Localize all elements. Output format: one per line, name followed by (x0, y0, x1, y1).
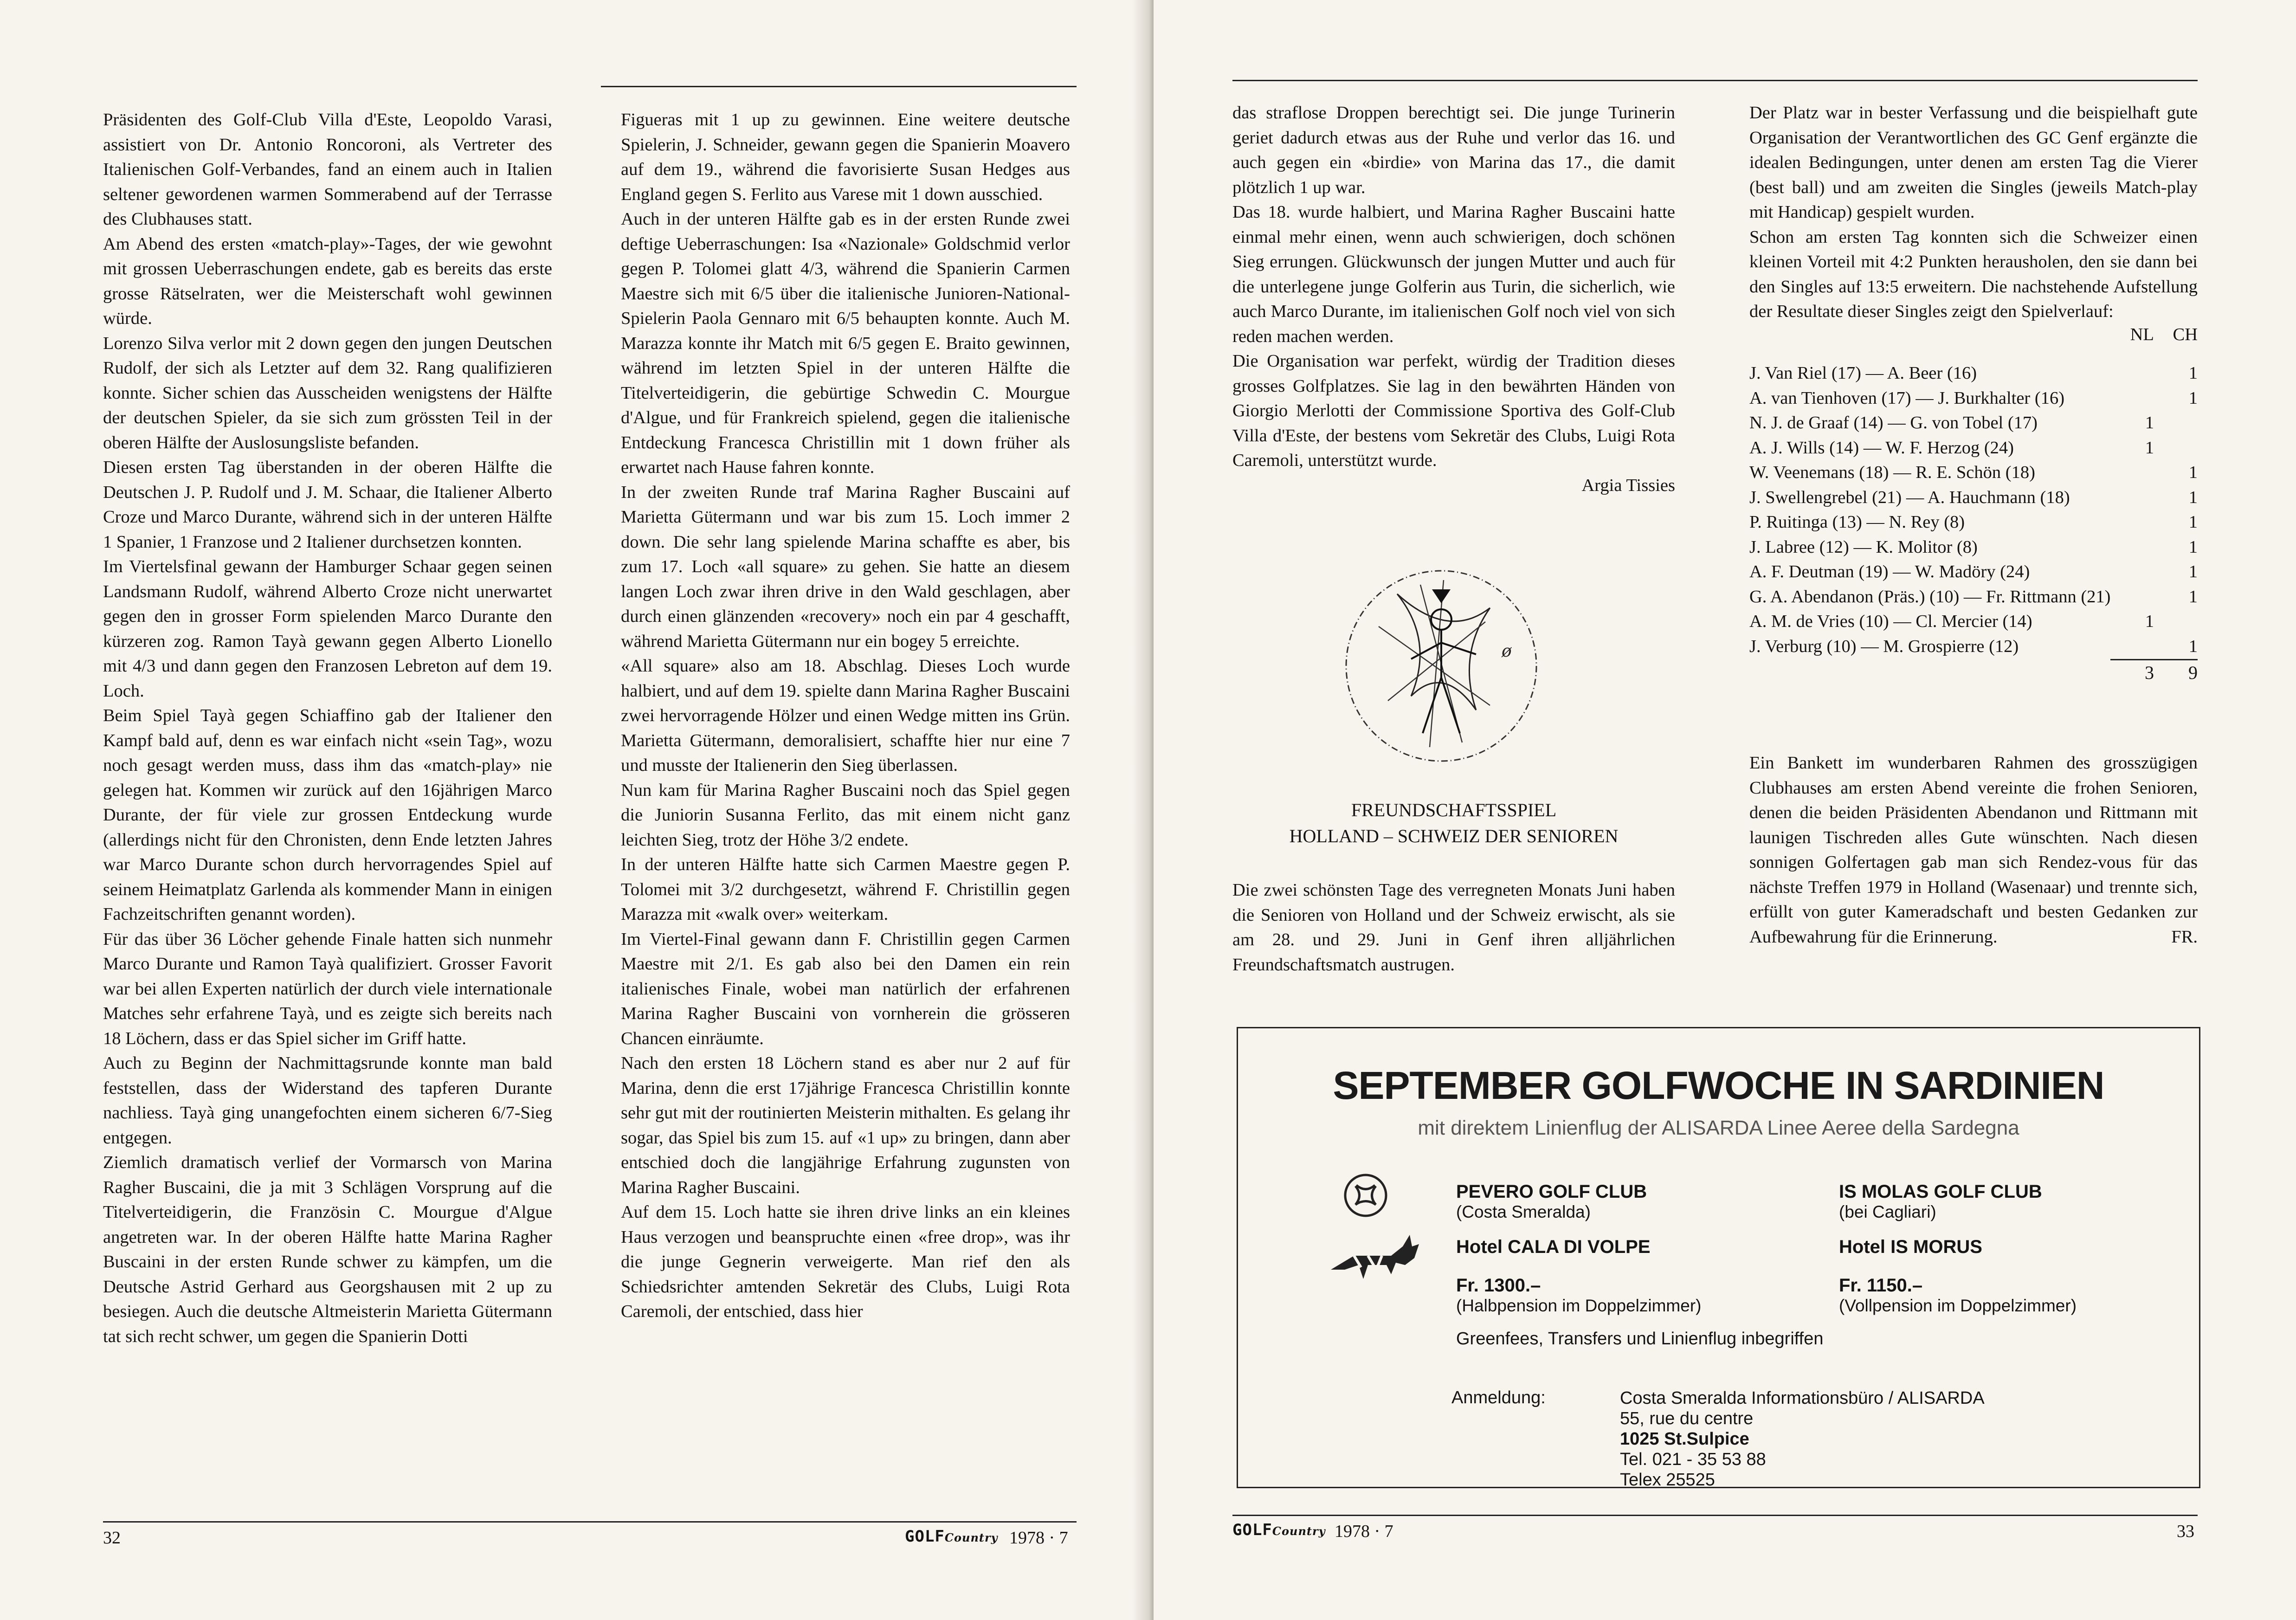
table-row (1749, 436, 2198, 461)
ch-cell: 1 (2188, 537, 2198, 557)
left-column-2 (621, 108, 1070, 1324)
pevero-club-emblem-icon (1342, 1172, 1389, 1219)
paragraph: Im Viertel-Final gewann dann F. Christillin gegen Carmen Maestre mit 2/1. Es gab also bei den Damen ein rein italienisches Finale, wobei man natürlich der erfahrenen Marina Ragher Buscaini von vornherein die grösseren Chancen einräumte. (621, 929, 1070, 1048)
golfer-body (1411, 630, 1476, 733)
column-header-ch: CH (2173, 324, 2198, 344)
article-title-line-2: HOLLAND – SCHWEIZ DER SENIOREN (1289, 826, 1619, 846)
table-row (1749, 609, 2198, 634)
bottom-rule (103, 1521, 1077, 1523)
match-cell: W. Veenemans (18) — R. E. Schön (18) (1749, 463, 2035, 482)
nl-cell (2110, 361, 2154, 386)
table-row (1749, 585, 2198, 610)
paragraph: Figueras mit 1 up zu gewinnen. Eine weitere deutsche Spielerin, J. Schneider, gewann gegen die Spanierin Moavero auf dem 19., während die favorisierte Susan Hedges aus England gegen S. Ferlito aus Varese mit 1 down ausschied. (621, 110, 1070, 204)
nl-cell (2110, 535, 2154, 560)
ch-cell: 1 (2188, 636, 2198, 656)
table-row (1749, 485, 2198, 510)
paragraph: Nun kam für Marina Ragher Buscaini noch das Spiel gegen die Juniorin Susanna Ferlito, das mit einem nicht ganz leichten Sieg, trotz der Höhe 3/2 endete. (621, 780, 1070, 850)
paragraph: Beim Spiel Tayà gegen Schiaffino gab der Italiener den Kampf bald auf, denn es war einfach nicht «sein Tag», wozu noch gesagt werden muss, dass ihm das «match-play» nie gelegen hat. Kommen wir zurück auf den 16jährigen Marco Durante, der für viele zur grossen Entdeckung wurde (allerdings nicht für den Chronisten, denn Ende letzten Jahres war Marco Durante schon durch hervorragendes Spiel auf seinem Heimatplatz Garlenda als kommender Mann in einigen Fachzeitschriften genannt worden). (103, 706, 552, 924)
ch-cell (2154, 436, 2198, 461)
nl-cell (2110, 386, 2154, 411)
paragraph: Die zwei schönsten Tage des verregneten Monats Juni haben die Senioren von Holland und der Schweiz erwischt, als sie am 28. und 29. Juni in Genf ihren alljährlichen Freundschaftsmatch austrugen. (1232, 880, 1675, 975)
top-rule (601, 86, 1077, 87)
results-table (1749, 323, 2198, 685)
paragraph: Die Organisation war perfekt, würdig der Tradition dieses grosses Golfplatzes. Sie lag in den bewährten Händen von Giorgio Merlotti der Commissione Sportiva des Golf-Club Villa d'Este, der bestens vom Sekretär des Clubs, Luigi Rota Caremoli, unterstützt wurde. (1232, 351, 1675, 470)
price1-note: (Halbpension im Doppelzimmer) (1456, 1296, 1702, 1315)
nl-cell (2110, 634, 2154, 660)
paragraph: das straflose Droppen berechtigt sei. Die junge Turinerin geriet dadurch etwas aus der Ruhe und verlor das 16. und auch gegen ein «birdie» von Marina das 17., die damit plötzlich 1 up war. (1232, 103, 1675, 197)
paragraph: Das 18. wurde halbiert, und Marina Ragher Buscaini hatte einmal mehr einen, wenn auch schwierigen, doch schönen Sieg errungen. Glückwunsch der jungen Mutter und auch für die unterlegene junge Golferin aus Turin, die sicherlich, wie auch Marco Durante, im italienischen Golf noch viel von sich reden machen werden. (1232, 202, 1675, 346)
table-row (1749, 510, 2198, 535)
paragraph (1749, 751, 2198, 949)
paragraph: Lorenzo Silva verlor mit 2 down gegen den jungen Deutschen Rudolf, der sich als Letzter auf dem 32. Rang qualifizieren konnte. Sicher schien das Ausscheiden wenigstens der Hälfte der deutschen Spieler, da sie sich zum grössten Teil in der oberen Hälfte der Auslosungsliste befanden. (103, 333, 552, 452)
magazine-logo (1232, 1519, 1326, 1540)
paragraph: Auch zu Beginn der Nachmittagsrunde konnte man bald feststellen, dass der Widerstand des tapferen Durante nachliess. Tayà ging unangefochten einem sicheren 6/7-Sieg entgegen. (103, 1053, 552, 1148)
registration-address (1620, 1388, 1985, 1490)
match-cell: J. Van Riel (17) — A. Beer (16) (1749, 363, 1977, 383)
table-row (1749, 386, 2198, 411)
article-title-line-1: FREUNDSCHAFTSSPIEL (1351, 800, 1557, 820)
nl-cell (2110, 585, 2154, 610)
logo-country: Country (1272, 1524, 1326, 1538)
address-line: Costa Smeralda Informationsbüro / ALISARDA (1620, 1388, 1985, 1408)
logo-golf: GOLF (905, 1527, 945, 1546)
right-column-1 (1232, 101, 1675, 498)
table-row (1749, 634, 2198, 660)
advertisement-box (1237, 1027, 2200, 1488)
logo-country: Country (944, 1531, 998, 1544)
ch-cell: 1 (2188, 487, 2198, 507)
included-note: Greenfees, Transfers und Linienflug inbegriffen (1456, 1329, 1824, 1349)
table-row (1749, 560, 2198, 585)
paragraph: In der zweiten Runde traf Marina Ragher Buscaini auf Marietta Gütermann und war bis zum 15. Loch immer 2 down. Die sehr lang spielende Marina schaffte es aber, bis zum 17. Loch «all square» zu gehen. Sie hatte an diesem langen Loch zwar ihren drive in den Wald geschlagen, aber durch einen glänzenden «recovery» noch ein par 4 geschafft, während Marietta Gütermann nur ein bogey 5 erreichte. (621, 482, 1070, 651)
paragraph: Der Platz war in bester Verfassung und die beispielhaft gute Organisation der Verantwortlichen des GC Genf ergänzte die idealen Bedingungen, unter denen am ersten Tag die Vierer (best ball) und am zweiten die Singles (jeweils Match-play mit Handicap) gespielt wurden. (1749, 103, 2198, 222)
paragraph: Präsidenten des Golf-Club Villa d'Este, Leopoldo Varasi, assistiert von Dr. Antonio Roncoroni, als Vertreter des Italienischen Golf-Verbandes, fand an einem auch in Italien seltener gewordenen warmen Sommerabend auf der Terrasse des Clubhauses statt. (103, 110, 552, 229)
nl-cell (2110, 560, 2154, 585)
paragraph: Am Abend des ersten «match-play»-Tages, der wie gewohnt mit grossen Ueberraschungen endete, gab es bereits das erste grosse Rätselraten, wer die Meisterschaft wohl gewinnen würde. (103, 234, 552, 328)
hotel2-name: Hotel IS MORUS (1839, 1237, 1982, 1257)
ad-subline: mit direktem Linienflug der ALISARDA Linee Aeree della Sardegna (1418, 1117, 2019, 1139)
issue-number: 1978 · 7 (1335, 1522, 1393, 1541)
paragraph: Ziemlich dramatisch verlief der Vormarsch von Marina Ragher Buscaini, die ja mit 3 Schlägen Vorsprung auf die Titelverteidigerin, die Französin C. Mourgue d'Algue angetreten war. In der oberen Hälfte hatte Marina Ragher Buscaini in der ersten Runde schwer zu kämpfen, um die Deutsche Astrid Gerhard aus Georgshausen mit 2 up zu besiegen. Auch die deutsche Altmeisterin Marietta Gütermann tat sich recht schwer, um gegen die Spanierin Dotti (103, 1153, 552, 1346)
paragraph: Für das über 36 Löcher gehende Finale hatten sich nunmehr Marco Durante und Ramon Tayà qualifiziert. Grosser Favorit war bei allen Experten natürlich der durch viele internationale Matches sehr erfahrene Tayà, und es zeigte sich bereits nach 18 Löchern, dass er das Spiel sicher im Griff hatte. (103, 929, 552, 1048)
paragraph: Im Viertelsfinal gewann der Hamburger Schaar gegen seinen Landsmann Rudolf, während Alberto Croze nicht unerwartet gegen den in grosser Form spielenden Marco Durante den kürzeren zog. Ramon Tayà gewann gegen Alberto Lionello mit 4/3 und dann gegen den Franzosen Lebreton auf dem 19. Loch. (103, 557, 552, 701)
registration-label: Anmeldung: (1451, 1388, 1546, 1407)
club2-region: (bei Cagliari) (1839, 1202, 1936, 1221)
match-cell: G. A. Abendanon (Präs.) (10) — Fr. Rittmann (21) (1749, 587, 2111, 607)
address-line: 55, rue du centre (1620, 1409, 1754, 1428)
fox-icon (1326, 1233, 1424, 1284)
ch-cell: 1 (2188, 463, 2198, 482)
hotel1-name: Hotel CALA DI VOLPE (1456, 1237, 1651, 1257)
top-rule (1232, 80, 2198, 81)
paragraph: Auf dem 15. Loch hatte sie ihren drive links an ein kleines Haus verzogen und beanspruchte einen «free drop», was ihr die junge Gegnerin verweigerte. Man rief den als Schiedsrichter amtenden Sekretär des Clubs, Luigi Rota Caremoli, der entschied, dass hier (621, 1202, 1070, 1321)
ch-cell (2154, 609, 2198, 634)
right-column-2-bottom (1749, 751, 2198, 949)
issue-number: 1978 · 7 (1009, 1528, 1068, 1548)
telex: Telex 25525 (1620, 1470, 1715, 1490)
bottom-rule (1232, 1515, 2198, 1516)
price2: Fr. 1150.– (1839, 1275, 1923, 1296)
match-cell: A. M. de Vries (10) — Cl. Mercier (14) (1749, 612, 2032, 631)
page-number: 33 (2177, 1522, 2194, 1541)
nl-cell (2110, 485, 2154, 510)
paragraph: Diesen ersten Tag überstanden in der oberen Hälfte die Deutschen J. P. Rudolf und J. M. Schaar, die Italiener Alberto Croze und Marco Durante, während sich in der unteren Hälfte 1 Spanier, 1 Franzose und 2 Italiener durchsetzen konnten. (103, 458, 552, 552)
magazine-logo (905, 1526, 998, 1546)
results-header (1749, 323, 2198, 348)
right-column-2 (1749, 101, 2198, 685)
match-cell: J. Verburg (10) — M. Grospierre (12) (1749, 637, 2019, 657)
match-cell: A. F. Deutman (19) — W. Madöry (24) (1749, 562, 2030, 581)
paragraph: Schon am ersten Tag konnten sich die Schweizer einen kleinen Vorteil mit 4:2 Punkten herausholen, den sie dann bei den Singles auf 13:5 erweitern. Die nachstehende Aufstellung der Resultate dieser Singles zeigt den Spielverlauf: (1749, 227, 2198, 321)
match-cell: A. van Tienhoven (17) — J. Burkhalter (16) (1749, 388, 2065, 408)
address-line: 1025 St.Sulpice (1620, 1429, 1749, 1449)
author: Argia Tissies (1581, 475, 1675, 495)
nl-cell: 1 (2145, 438, 2154, 458)
nl-cell (2110, 460, 2154, 485)
nl-cell: 1 (2145, 413, 2154, 432)
match-cell: N. J. de Graaf (14) — G. von Tobel (17) (1749, 413, 2038, 432)
arrow-icon (1432, 589, 1451, 603)
paragraph: Auch in der unteren Hälfte gab es in der ersten Runde zwei deftige Ueberraschungen: Isa «Nazionale» Goldschmid verlor gegen P. Tolomei glatt 4/3, während die Spanierin Carmen Maestre sich mit 6/5 über die italienische Junioren-National-Spielerin Paola Gennaro mit 6/5 behaupten konnte. Auch M. Marazza konnte ihr Match mit 6/5 gegen E. Braito gewinnen, während im letzten Spiel in der unteren Hälfte die Titelverteidigerin, die gebürtige Schwedin C. Mourgue d'Algue, und für Frankreich spielend, gegen die italienische Entdeckung Francesca Christillin mit 1 down früher als erwartet nach Hause fahren konnte. (621, 209, 1070, 477)
left-page (0, 0, 1144, 1620)
club1-region: (Costa Smeralda) (1456, 1202, 1591, 1221)
table-row (1749, 361, 2198, 386)
paragraph: Nach den ersten 18 Löchern stand es aber nur 2 auf für Marina, denn die erst 17jährige Francesca Christillin konnte sehr gut mit der routinierten Meisterin mithalten. Es gelang ihr sogar, das Spiel bis zum 15. auf «1 up» zu bringen, dann aber entschied doch die langjährige Erfahrung zugunsten von Marina Ragher Buscaini. (621, 1053, 1070, 1197)
page-number: 32 (103, 1528, 121, 1548)
nl-total: 3 (2110, 660, 2154, 685)
ch-cell: 1 (2188, 363, 2198, 383)
club2-name: IS MOLAS GOLF CLUB (1839, 1181, 2042, 1202)
swing-lines (1397, 594, 1490, 710)
column-header-nl: NL (2130, 324, 2154, 344)
logo-golf: GOLF (1232, 1521, 1272, 1539)
ch-cell: 1 (2188, 512, 2198, 532)
golfer-illustration (1337, 557, 1560, 780)
table-row (1749, 460, 2198, 485)
match-cell: A. J. Wills (14) — W. F. Herzog (24) (1749, 438, 2014, 458)
left-column-1 (103, 108, 552, 1349)
svg-text:ø: ø (1502, 642, 1512, 661)
table-row (1749, 535, 2198, 560)
price2-note: (Vollpension im Doppelzimmer) (1839, 1296, 2077, 1315)
article-title (1232, 797, 1675, 849)
match-cell: J. Labree (12) — K. Molitor (8) (1749, 537, 1978, 557)
match-cell: P. Ruitinga (13) — N. Rey (8) (1749, 512, 1965, 532)
match-cell: J. Swellengrebel (21) — A. Hauchmann (18) (1749, 487, 2070, 507)
paragraph: «All square» also am 18. Abschlag. Dieses Loch wurde halbiert, und auf dem 19. spielte dann Marina Ragher Buscaini zwei hervorragende Hölzer und einen Wedge mitten ins Grün. Marietta Gütermann, demoralisiert, schaffte hier nur eine 7 und musste der Italienerin den Sieg überlassen. (621, 656, 1070, 775)
ch-cell: 1 (2188, 587, 2198, 607)
ad-headline: SEPTEMBER GOLFWOCHE IN SARDINIEN (1333, 1064, 2104, 1107)
paragraph: In der unteren Hälfte hatte sich Carmen Maestre gegen P. Tolomei mit 3/2 durchgesetzt, während F. Christillin gegen Marazza mit «walk over» weiterkam. (621, 855, 1070, 924)
club1-name: PEVERO GOLF CLUB (1456, 1181, 1647, 1202)
ch-total: 9 (2154, 660, 2198, 685)
ch-cell (2154, 411, 2198, 436)
nl-cell (2110, 510, 2154, 535)
ch-cell: 1 (2188, 562, 2198, 581)
closing-paragraph-text: Ein Bankett im wunderbaren Rahmen des grosszügigen Clubhauses am ersten Abend vereinte die frohen Senioren, denen die beiden Präsidenten Abendanon und Rittmann mit launigen Tischreden alles Gute wünschten. Nach diesen sonnigen Golfertagen gab man sich Rendez-vous für das nächste Treffen 1979 in Holland (Wasenaar) und trennte sich, erfüllt von guter Kameradschaft und besten Gedanken zur Aufbewahrung für die Erinnerung. (1749, 753, 2198, 947)
phone: Tel. 021 - 35 53 88 (1620, 1450, 1766, 1469)
signoff: FR. (2171, 927, 2198, 947)
table-row (1749, 411, 2198, 436)
right-column-1-bottom (1232, 878, 1675, 977)
price1: Fr. 1300.– (1456, 1275, 1541, 1296)
results-total-row (1749, 660, 2198, 685)
ch-cell: 1 (2188, 388, 2198, 408)
nl-cell: 1 (2145, 612, 2154, 631)
